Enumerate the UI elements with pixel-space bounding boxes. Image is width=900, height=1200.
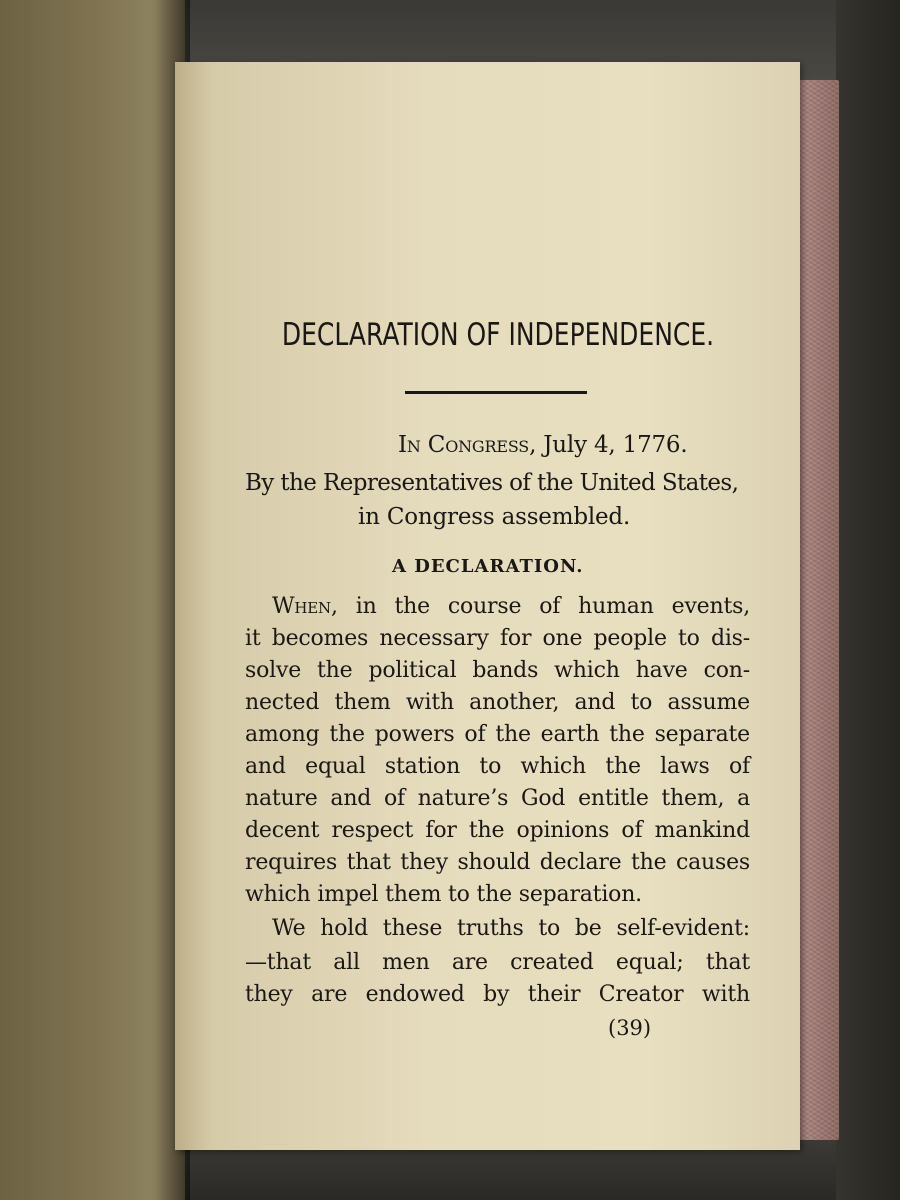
- page-number: (39): [608, 1016, 652, 1040]
- body-line: among the powers of the earth the separate: [245, 722, 750, 747]
- body-line: which impel them to the separation.: [245, 882, 642, 907]
- body-line: they are endowed by their Creator with: [245, 982, 750, 1007]
- byline-line-2: in Congress assembled.: [358, 504, 631, 530]
- body-line: nature and of nature’s God entitle them, a: [245, 786, 750, 811]
- byline-line-1: By the Representatives of the United States,: [245, 470, 739, 496]
- body-line: and equal station to which the laws of: [245, 754, 750, 779]
- body-line: solve the political bands which have con-: [245, 658, 750, 683]
- body-line-lead: When: [272, 594, 331, 619]
- body-line: nected them with another, and to assume: [245, 690, 750, 715]
- body-line: decent respect for the opinions of mankind: [245, 818, 750, 843]
- body-line: requires that they should declare the causes: [245, 850, 750, 875]
- body-line: it becomes necessary for one people to dis-: [245, 626, 750, 651]
- date-line: [398, 432, 687, 458]
- body-line: When, in the course of human events,: [272, 594, 750, 619]
- backdrop-right: [836, 0, 900, 1200]
- section-heading: A DECLARATION.: [392, 556, 584, 577]
- body-line: —that all men are created equal; that: [245, 950, 750, 975]
- date-line-prefix: In Congress: [398, 432, 530, 458]
- body-line: We hold these truths to be self-evident:: [272, 916, 750, 941]
- date-line-rest: , July 4, 1776.: [529, 432, 688, 458]
- title-rule: [405, 391, 587, 394]
- page-title: DECLARATION OF INDEPENDENCE.: [281, 316, 715, 353]
